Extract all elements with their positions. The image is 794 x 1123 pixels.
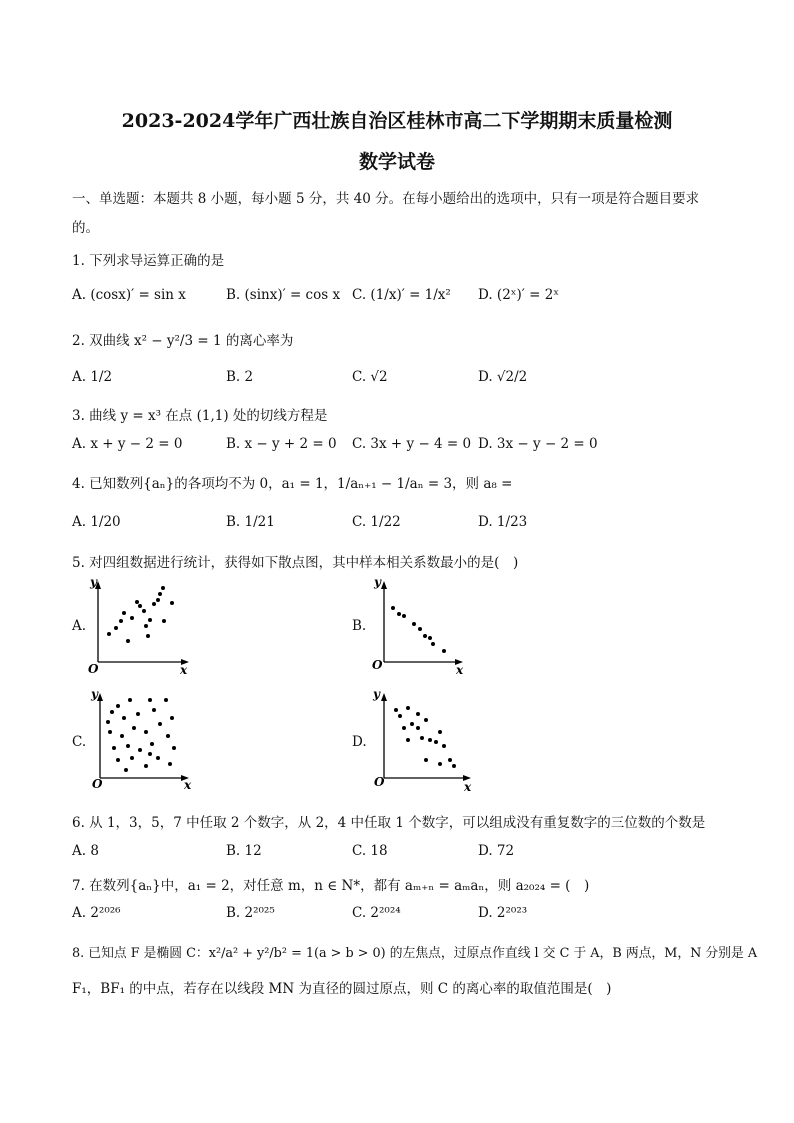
q1-option-d: D. (2ˣ)′ = 2ˣ [478,287,560,303]
y-axis-label: y [91,688,98,701]
origin-label: O [372,658,383,672]
question-8-stem: 8. 已知点 F 是椭圆 C：x²/a² + y²/b² = 1(a > b > 0) 的左焦点，过原点作直线 l 交 C 于 A，B 两点，M，N 分别是 A [72,946,758,961]
y-axis-label: y [374,576,381,589]
scatter-plot-c [88,688,198,796]
scatter-plot-a [88,576,198,676]
q7-option-d: D. 2²⁰²³ [478,905,528,921]
q5-option-c: C. [72,734,87,750]
q5-option-d: D. [352,734,367,750]
q6-option-b: B. 12 [226,843,262,859]
q2-option-c: C. √2 [352,369,388,385]
q3-option-d: D. 3x − y − 2 = 0 [478,436,598,452]
scatter-plot-d [370,688,480,796]
y-axis-arrow [381,693,387,701]
q4-option-c: C. 1/22 [352,514,401,530]
data-points [391,606,446,653]
q1-option-a: A. (cosx)′ = sin x [72,287,186,303]
q5-option-b: B. [352,618,367,634]
section-header-cont: 的。 [72,220,99,236]
data-points [107,586,174,643]
q4-option-a: A. 1/20 [72,514,121,530]
question-6-stem: 6. 从 1，3，5，7 中任取 2 个数字，从 2，4 中任取 1 个数字，可以组成没有重复数字的三位数的个数是 [72,815,706,831]
q1-option-b: B. (sinx)′ = cos x [226,287,341,303]
question-4-stem: 4. 已知数列{aₙ}的各项均不为 0，a₁ = 1，1/aₙ₊₁ − 1/aₙ = 3，则 a₈ = [72,476,513,492]
question-7-stem: 7. 在数列{aₙ}中，a₁ = 2，对任意 m，n ∈ N*，都有 aₘ₊ₙ = aₘaₙ，则 a₂₀₂₄ = ( ) [72,878,590,894]
question-5-stem: 5. 对四组数据进行统计，获得如下散点图，其中样本相关系数最小的是( ) [72,555,519,571]
question-8-stem-cont: F₁，BF₁ 的中点，若存在以线段 MN 为直径的圆过原点，则 C 的离心率的取值范围是( ) [72,981,612,997]
q6-option-a: A. 8 [72,843,99,859]
q2-option-b: B. 2 [226,369,254,385]
q3-option-b: B. x − y + 2 = 0 [226,436,337,452]
q3-option-a: A. x + y − 2 = 0 [72,436,183,452]
q2-option-a: A. 1/2 [72,369,113,385]
q5-option-a: A. [72,618,87,634]
y-axis-label: y [373,688,380,701]
q2-option-d: D. √2/2 [478,369,528,385]
scatter-plot-b [370,576,480,676]
data-points [394,706,456,768]
origin-label: O [374,775,385,789]
q6-option-c: C. 18 [352,843,388,859]
origin-label: O [88,662,99,676]
q1-option-c: C. (1/x)′ = 1/x² [352,287,451,303]
x-axis-label: x [456,663,464,676]
section-header: 一、单选题：本题共 8 小题，每小题 5 分，共 40 分。在每小题给出的选项中，只有一项是符合题目要求 [72,191,700,207]
q3-option-c: C. 3x + y − 4 = 0 [352,436,472,452]
x-axis-label: x [184,778,192,792]
origin-label: O [92,777,103,791]
x-axis-label: x [464,780,472,794]
q7-option-c: C. 2²⁰²⁴ [352,905,401,921]
exam-subtitle: 数学试卷 [358,151,435,173]
y-axis-label: y [90,576,97,589]
question-3-stem: 3. 曲线 y = x³ 在点 (1,1) 处的切线方程是 [72,408,328,424]
q4-option-d: D. 1/23 [478,514,528,530]
q4-option-b: B. 1/21 [226,514,275,530]
question-1-stem: 1. 下列求导运算正确的是 [72,253,225,269]
x-axis-label: x [180,663,188,676]
exam-title: 2023-2024学年广西壮族自治区桂林市高二下学期期末质量检测 [121,110,673,132]
q6-option-d: D. 72 [478,843,515,859]
question-2-stem: 2. 双曲线 x² − y²/3 = 1 的离心率为 [72,333,294,349]
q7-option-a: A. 2²⁰²⁶ [72,905,121,921]
q7-option-b: B. 2²⁰²⁵ [226,905,275,921]
y-axis-arrow [381,581,387,589]
data-points [106,698,176,772]
